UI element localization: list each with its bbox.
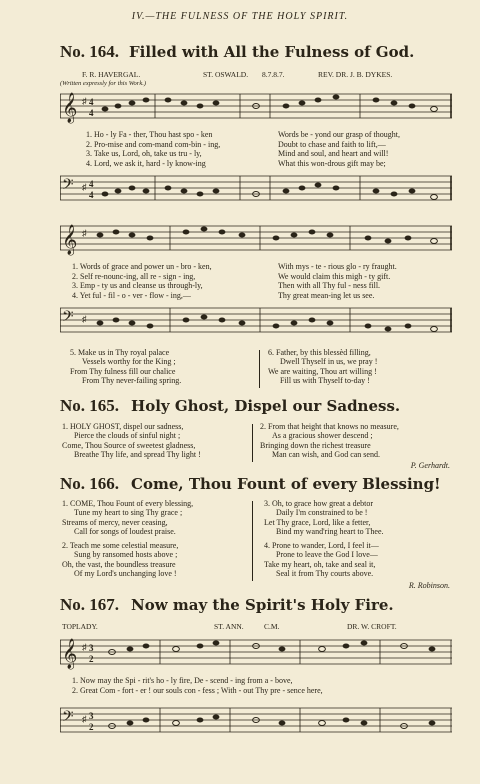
lyric-line: Mind and soul, and heart and will! [278, 149, 389, 159]
verse-line: Let Thy grace, Lord, like a fetter, [264, 517, 371, 527]
verse-line: Seal it from Thy courts above. [276, 569, 374, 579]
svg-text:𝄢: 𝄢 [62, 708, 74, 729]
hymn-164-composer: REV. DR. J. B. DYKES. [318, 70, 393, 79]
svg-text:♯: ♯ [82, 182, 87, 192]
svg-text:♯: ♯ [82, 314, 87, 324]
hymn-167-number: No. 167. [60, 595, 120, 614]
verse-line: Oh, the vast, the boundless treasure [62, 559, 176, 569]
verse-line: 3. Oh, to grace how great a debtor [264, 499, 374, 508]
verse-line: 1. HOLY GHOST, dispel our sadness, [62, 422, 184, 431]
verse-line: Bringing down the richest treasure [260, 440, 371, 450]
hymn-164-tune: ST. OSWALD. [203, 70, 249, 79]
hymn-166-verse-4 [264, 541, 379, 579]
svg-text:𝄢: 𝄢 [62, 176, 74, 197]
hymn-164-meter: 8.7.8.7. [262, 70, 285, 79]
hymn-167-meter: C.M. [264, 622, 280, 631]
svg-text:𝄢: 𝄢 [62, 308, 74, 329]
svg-text:2: 2 [89, 654, 94, 664]
hymn-165-verse-2 [260, 422, 399, 460]
hymn-166-verse-1 [62, 499, 193, 537]
lyric-line: Doubt to chase and faith to lift,— [278, 139, 386, 149]
verse-line: From Thy never-failing spring. [82, 376, 182, 386]
hymn-164-system-1-lyrics-left [86, 130, 220, 168]
hymn-164-title: Filled with All the Fulness of God. [129, 43, 415, 61]
svg-text:4: 4 [89, 190, 94, 200]
verse-line: Dwell Thyself in us, we pray ! [280, 357, 378, 367]
hymn-167-title: Now may the Spirit's Holy Fire. [131, 596, 394, 614]
lyric-line: With mys - te - rious glo - ry fraught. [278, 262, 397, 271]
column-divider [252, 501, 253, 581]
verse-line: Pierce the clouds of sinful night ; [74, 431, 181, 441]
hymn-166-title: Come, Thou Fount of every Blessing! [131, 475, 441, 493]
lyric-line: What this won-drous gift may be; [278, 158, 386, 168]
hymn-167-bass-staff [60, 702, 452, 742]
lyric-line: 3. Emp - ty us and cleanse us through-ly, [72, 281, 203, 291]
hymn-167-lyrics [72, 676, 323, 695]
svg-text:3: 3 [89, 643, 94, 653]
verse-line: 1. COME, Thou Fount of every blessing, [62, 499, 194, 508]
hymn-166-attribution: R. Robinson. [408, 581, 450, 590]
svg-text:4: 4 [89, 108, 94, 118]
verse-line: Vessels worthy for the King ; [82, 357, 176, 367]
svg-text:♯: ♯ [82, 96, 87, 106]
hymn-165-verse-1 [62, 422, 201, 460]
verse-line: Come, Thou Source of sweetest gladness, [62, 440, 196, 450]
svg-text:♯: ♯ [82, 642, 87, 652]
page-header: IV.—THE FULNESS OF THE HOLY SPIRIT. [131, 11, 349, 22]
verse-line: As a gracious shower descend ; [272, 431, 373, 441]
hymn-164-author: F. R. HAVERGAL. [82, 70, 141, 79]
verse-line: Bind my wand'ring heart to Thee. [276, 527, 384, 537]
lyric-line: 3. Take us, Lord, oh, take us tru - ly, [86, 149, 202, 159]
verse-line: Fill us with Thyself to-day ! [280, 376, 370, 386]
lyric-line: We would claim this migh - ty gift. [278, 271, 391, 281]
hymn-166-number: No. 166. [60, 474, 120, 493]
hymn-167-composer: DR. W. CROFT. [347, 622, 397, 631]
lyric-line: 1. Now may the Spi - rit's ho - ly fire, De - scend - ing from a - bove, [72, 676, 293, 685]
svg-text:♯: ♯ [82, 228, 87, 238]
verse-line: Prone to leave the God I love— [276, 550, 378, 560]
lyric-line: 1. Ho - ly Fa - ther, Thou hast spo - ken [86, 130, 213, 139]
verse-line: We are waiting, Thou art willing ! [268, 366, 377, 376]
lyric-line: 2. Great Com - fort - er ! our souls con - fess ; With - out Thy pre - sence here, [72, 685, 323, 695]
verse-line: Call for songs of loudest praise. [74, 527, 176, 537]
hymn-164-system-2-lyrics-right [278, 262, 397, 300]
hymn-164-system-2-lyrics-left [72, 262, 212, 300]
hymn-165-heading [60, 396, 400, 416]
verse-line: 4. Prone to wander, Lord, I feel it— [264, 541, 379, 550]
lyric-line: 1. Words of grace and power un - bro - ken, [72, 262, 212, 271]
hymn-164-number: No. 164. [60, 42, 120, 61]
hymn-167-heading [60, 595, 394, 615]
hymn-164-system-1-lyrics-right [278, 130, 400, 168]
hymn-167-treble-staff [60, 634, 452, 674]
hymn-164-system-2-treble-staff [60, 220, 452, 260]
hymn-164-verse-5 [70, 348, 181, 386]
hymn-164-author-note: (Written expressly for this Work.) [60, 80, 146, 87]
verse-line: Of my Lord's unchanging love ! [74, 569, 177, 579]
column-divider [259, 350, 260, 388]
svg-text:3: 3 [89, 711, 94, 721]
lyric-line: 4. Yet ful - fil - o - ver - flow - ing,— [72, 290, 191, 300]
svg-text:♯: ♯ [82, 714, 87, 724]
hymn-164-heading [60, 42, 414, 62]
lyric-line: Then with all Thy ful - ness fill. [278, 281, 381, 291]
svg-text:𝄞: 𝄞 [62, 225, 78, 255]
svg-text:𝄞: 𝄞 [62, 93, 78, 123]
hymn-167-author: TOPLADY. [62, 622, 98, 631]
verse-line: From Thy fulness fill our chalice [70, 366, 176, 376]
svg-text:4: 4 [89, 97, 94, 107]
lyric-line: 2. Self re-nounc-ing, all re - sign - ing, [72, 271, 196, 281]
hymn-165-attribution: P. Gerhardt. [410, 461, 450, 470]
svg-text:𝄞: 𝄞 [62, 639, 78, 669]
hymn-166-verse-3 [264, 499, 384, 537]
hymn-167-tune: ST. ANN. [214, 622, 244, 631]
lyric-line: Words be - yond our grasp of thought, [278, 130, 401, 139]
verse-line: Tune my heart to sing Thy grace ; [74, 508, 183, 518]
hymn-165-number: No. 165. [60, 396, 120, 415]
hymn-166-verse-2 [62, 541, 178, 579]
hymn-165-title: Holy Ghost, Dispel our Sadness. [131, 397, 401, 415]
verse-line: Sung by ransomed hosts above ; [74, 550, 178, 560]
lyric-line: 4. Lord, we ask it, hard - ly know-ing [86, 158, 206, 168]
hymn-164-verse-6 [268, 348, 377, 386]
verse-line: Daily I'm constrained to be ! [276, 508, 368, 518]
hymn-166-heading [60, 474, 441, 494]
svg-text:4: 4 [89, 179, 94, 189]
verse-line: Man can wish, and God can send. [272, 450, 380, 460]
hymn-164-system-1-bass-staff [60, 170, 452, 210]
verse-line: 2. From that height that knows no measure, [260, 422, 399, 431]
lyric-line: 2. Pro-mise and com-mand com-bin - ing, [86, 139, 221, 149]
verse-line: 6. Father, by this blessèd filling, [268, 348, 371, 357]
column-divider [252, 424, 253, 462]
hymn-164-system-1-treble-staff [60, 88, 452, 128]
verse-line: Take my heart, oh, take and seal it, [264, 559, 376, 569]
hymn-164-system-2-bass-staff [60, 302, 452, 342]
verse-line: 5. Make us in Thy royal palace [70, 348, 170, 357]
svg-text:2: 2 [89, 722, 94, 732]
verse-line: Breathe Thy life, and spread Thy light ! [74, 450, 201, 460]
verse-line: 2. Teach me some celestial measure, [62, 541, 179, 550]
verse-line: Streams of mercy, never ceasing, [62, 517, 168, 527]
lyric-line: Thy great mean-ing let us see. [278, 290, 375, 300]
